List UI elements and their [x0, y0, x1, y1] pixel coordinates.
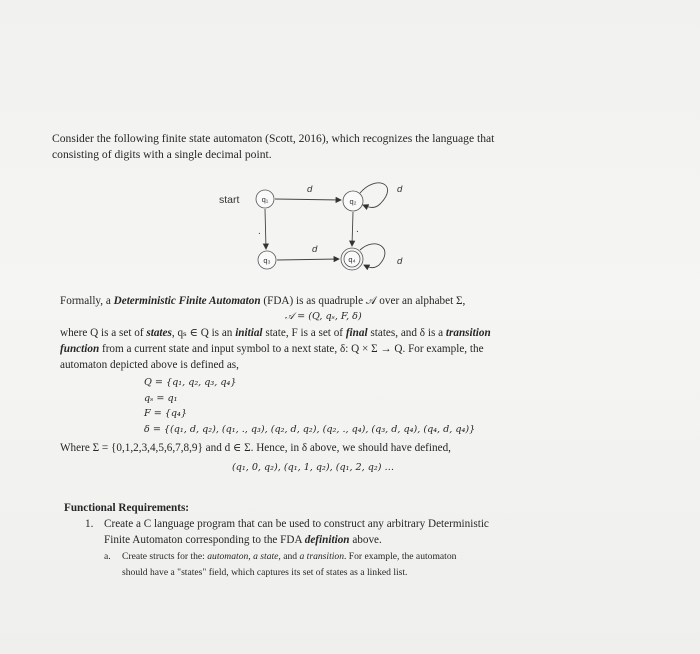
term-definition: definition: [304, 534, 350, 546]
req-item-1-line-1: Create a C language program that can be used to construct any arbitrary Deterministic: [104, 518, 489, 530]
def-delta: δ = {(q₁, d, q₂), (q₁, ., q₃), (q₂, d, q₂), (q₂, ., q₄), (q₃, d, q₄), (q₄, d, q₄)}: [144, 424, 476, 435]
formal-line-4: [60, 342, 484, 356]
def-q: Q = {q₁, q₂, q₃, q₄}: [144, 377, 237, 388]
formal-line-3: [60, 326, 491, 340]
edge-q2-q4-label: .: [356, 224, 359, 235]
term-states: states: [146, 327, 172, 339]
req-sub-a-sep-1: ,: [248, 551, 254, 562]
edge-q3-q4-label: d: [312, 244, 318, 255]
req-item-1-line-2-pre: Finite Automaton corresponding to the FDA: [104, 534, 305, 546]
tuple-definition: 𝒜 = (Q, qₛ, F, δ): [285, 311, 362, 322]
req-item-1-num: 1.: [85, 518, 94, 530]
state-q3-label: q₃: [263, 256, 271, 265]
edge-q2-q4: [352, 212, 353, 246]
edge-q1-q3: [265, 209, 266, 249]
req-item-1-line-2-post: above.: [349, 534, 382, 546]
def-f: F = {q₄}: [144, 408, 187, 419]
state-q1-label: q₁: [261, 195, 269, 204]
req-sub-a-line-2: should have a "states" field, which captures its set of states as a linked list.: [122, 567, 408, 578]
edge-q1-q2: [275, 199, 341, 200]
edge-q1-q3-label: .: [258, 226, 261, 237]
formal-line-1-post: (FDA) is as quadruple 𝒜 over an alphabet Σ,: [260, 295, 466, 307]
term-final: final: [345, 327, 368, 339]
where-sigma-line: Where Σ = {0,1,2,3,4,5,6,7,8,9} and d ∈ Σ. Hence, in δ above, we should have defined,: [60, 442, 451, 454]
formal-line-1: [60, 294, 465, 308]
formal-line-3-b: , qₛ ∈ Q is an: [171, 327, 236, 339]
formal-line-5: automaton depicted above is defined as,: [60, 359, 239, 371]
intro-line-1: Consider the following finite state automaton (Scott, 2016), which recognizes the language that: [52, 132, 495, 145]
edge-q4-loop-label: d: [397, 256, 403, 267]
req-sub-a-num: a.: [104, 551, 111, 562]
formal-line-3-a: where Q is a set of: [60, 327, 147, 339]
req-sub-a-sep-2: , and: [278, 551, 300, 562]
expansion-line: (q₁, 0, q₂), (q₁, 1, q₂), (q₁, 2, q₂) …: [232, 462, 395, 473]
formal-line-4-rest: from a current state and input symbol to a next state, δ: Q × Σ → Q. For example, the: [99, 343, 484, 355]
edge-q2-loop: [360, 183, 388, 208]
term-automaton: automaton: [207, 551, 249, 562]
req-item-1-line-2: [104, 533, 382, 547]
edge-q2-loop-label: d: [397, 184, 403, 195]
term-a-transition: a transition: [299, 551, 344, 562]
automaton-diagram: [200, 170, 440, 282]
formal-line-1-pre: Formally, a: [60, 295, 114, 307]
edge-q3-q4: [277, 259, 339, 260]
formal-line-3-d: states, and δ is a: [367, 327, 446, 339]
edge-q1-q2-label: d: [307, 184, 313, 195]
term-transition: transition: [445, 327, 491, 339]
start-label: start: [219, 194, 240, 206]
state-q4-label: q₄: [348, 255, 356, 264]
formal-line-3-c: state, F is a set of: [262, 327, 346, 339]
req-sub-a-pre: Create structs for the:: [122, 551, 208, 562]
term-initial: initial: [235, 327, 263, 339]
state-q2-label: q₂: [349, 197, 357, 206]
dfa-term: Deterministic Finite Automaton: [113, 295, 261, 307]
requirements-heading: Functional Requirements:: [64, 502, 190, 514]
def-qs: qₛ = q₁: [144, 393, 178, 404]
term-function: function: [60, 343, 100, 355]
edge-q4-loop: [360, 244, 385, 268]
req-sub-a-line-1: [122, 550, 456, 564]
term-a-state: a state: [253, 551, 279, 562]
req-sub-a-post: . For example, the automaton: [344, 551, 457, 562]
intro-line-2: consisting of digits with a single decimal point.: [52, 148, 272, 161]
